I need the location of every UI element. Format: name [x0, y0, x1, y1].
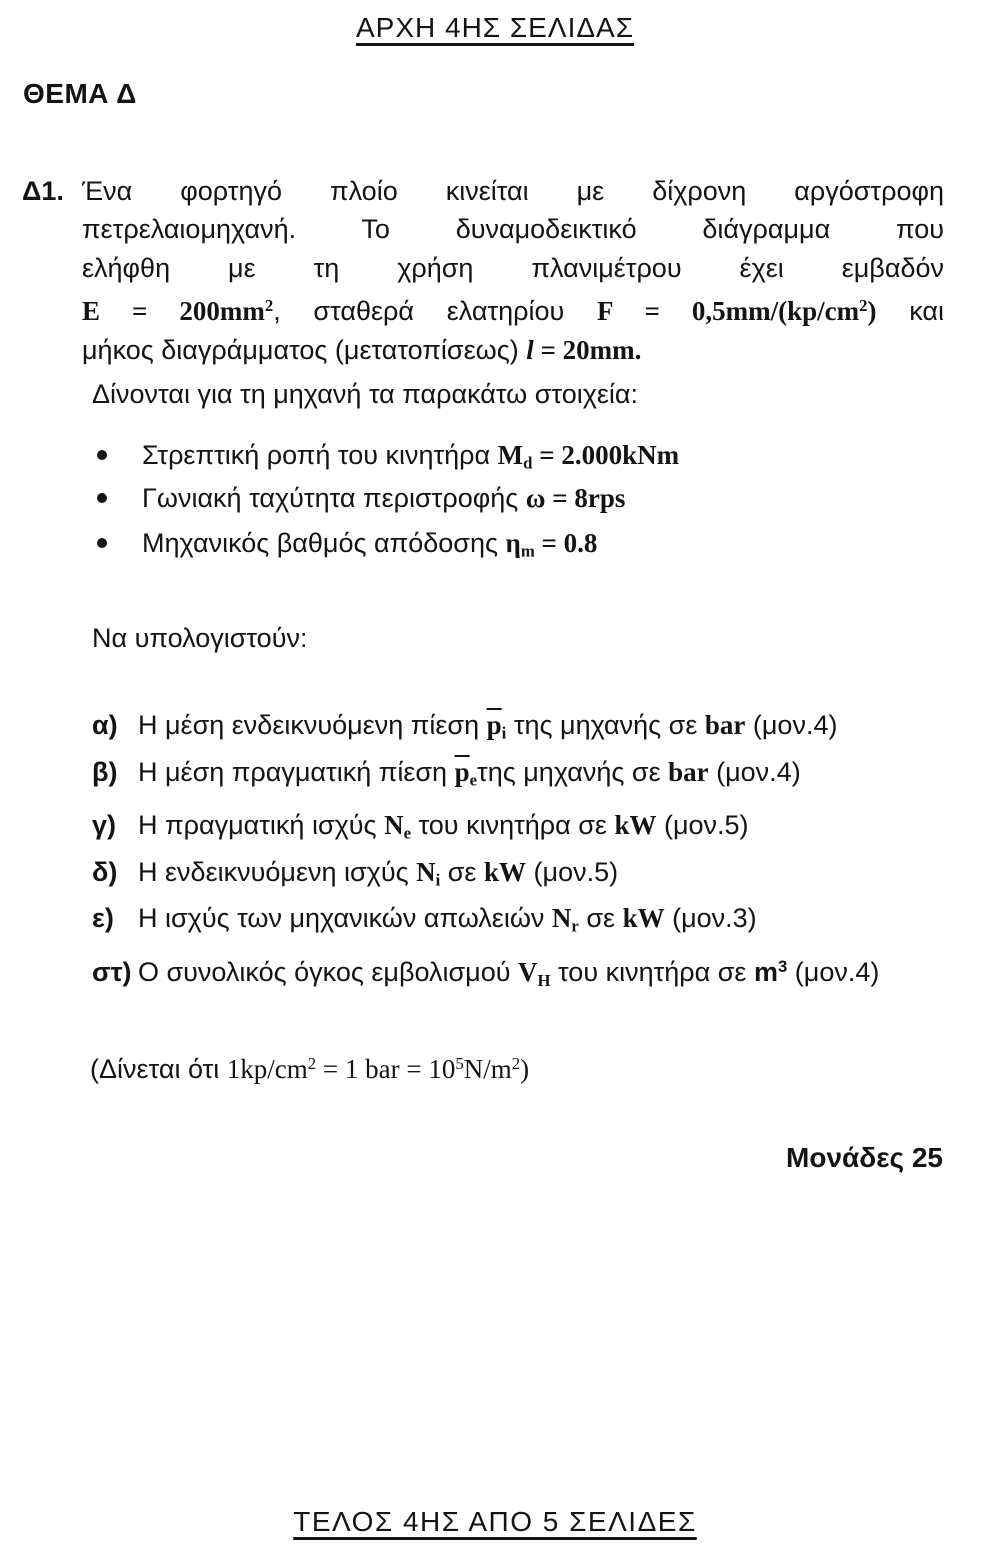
bullet-text: Γωνιακή ταχύτητα περιστροφής ω = 8rps — [142, 483, 626, 513]
bullet-item-3 — [95, 523, 597, 572]
page-footer-text: ΤΕΛΟΣ 4ΗΣ ΑΠΟ 5 ΣΕΛΙΔΕΣ — [293, 1506, 697, 1537]
given-note: (Δίνεται ότι $1kp/cm^2 = 1$ bar = $10^5N/m^2$) — [90, 1054, 530, 1085]
problem-number: Δ1. — [22, 176, 64, 206]
bullet-item-1 — [95, 435, 679, 484]
statement-line-1: Ένα φορτηγό πλοίο κινείται με δίχρονη αργόστροφη — [82, 176, 944, 206]
question-item-c — [92, 804, 962, 855]
item-label: δ) — [92, 857, 118, 887]
problem-statement — [82, 172, 944, 369]
points-label: Μονάδες 25 — [786, 1142, 943, 1173]
page-header — [0, 12, 990, 44]
statement-line-3: ελήφθη με τη χρήση πλανιμέτρου έχει εμβαδόν — [82, 252, 944, 283]
bullet-item-2 — [95, 478, 625, 518]
item-text: Η μέση πραγματική πίεση $\overline{p}e\tau\eta\varsigma$ μηχανής σε bar (μον.4) — [138, 757, 801, 790]
question-item-e — [92, 897, 962, 948]
bullet-icon — [97, 493, 107, 503]
item-text: Ο συνολικός όγκος εμβολισμού VH του κινητήρα σε $m^3$ (μον.4) — [138, 957, 880, 990]
item-text: Η ενδεικνυόμενη ισχύς Ni σε kW (μον.5) — [138, 857, 619, 890]
item-label: α) — [92, 710, 118, 740]
statement-line-4: $E = 200mm^2$, σταθερά ελατηρίου $F = 0,5mm/(kp/cm^2)$ και — [82, 296, 944, 327]
question-item-b — [92, 751, 962, 802]
statement-line-5: μήκος διαγράμματος (μετατοπίσεως) l = 20mm. — [82, 334, 642, 365]
theme-title: ΘΕΜΑ Δ — [23, 78, 137, 109]
item-text: Η ισχύς των μηχανικών απωλειών Nr σε kW (μον.3) — [138, 903, 757, 936]
item-text: Η μέση ενδεικνυόμενη πίεση $\overline{p}i$ της μηχανής σε bar (μον.4) — [138, 710, 838, 743]
question-item-d — [92, 851, 962, 902]
item-label: στ) — [92, 957, 132, 988]
bullet-text: Μηχανικός βαθμός απόδοσης ηm = 0.8 — [142, 528, 598, 561]
item-label: γ) — [92, 810, 117, 840]
data-intro: Δίνονται για τη μηχανή τα παρακάτω στοιχεία: — [92, 379, 639, 409]
calc-intro: Να υπολογιστούν: — [92, 623, 308, 653]
question-item-a — [92, 704, 962, 755]
bullet-text: Στρεπτική ροπή του κινητήρα Md = 2.000kNm — [142, 440, 680, 473]
page-footer — [0, 1506, 990, 1538]
bullet-icon — [97, 450, 107, 460]
bullet-icon — [97, 538, 107, 548]
page-header-text: ΑΡΧΗ 4ΗΣ ΣΕΛΙΔΑΣ — [355, 12, 635, 43]
statement-line-2: πετρελαιομηχανή. Το δυναμοδεικτικό διάγραμμα που — [82, 214, 944, 245]
item-text: Η πραγματική ισχύς Ne του κινητήρα σε kW (μον.5) — [138, 810, 749, 843]
item-label: ε) — [92, 903, 114, 933]
item-label: β) — [92, 757, 118, 787]
question-item-st — [92, 946, 962, 1002]
